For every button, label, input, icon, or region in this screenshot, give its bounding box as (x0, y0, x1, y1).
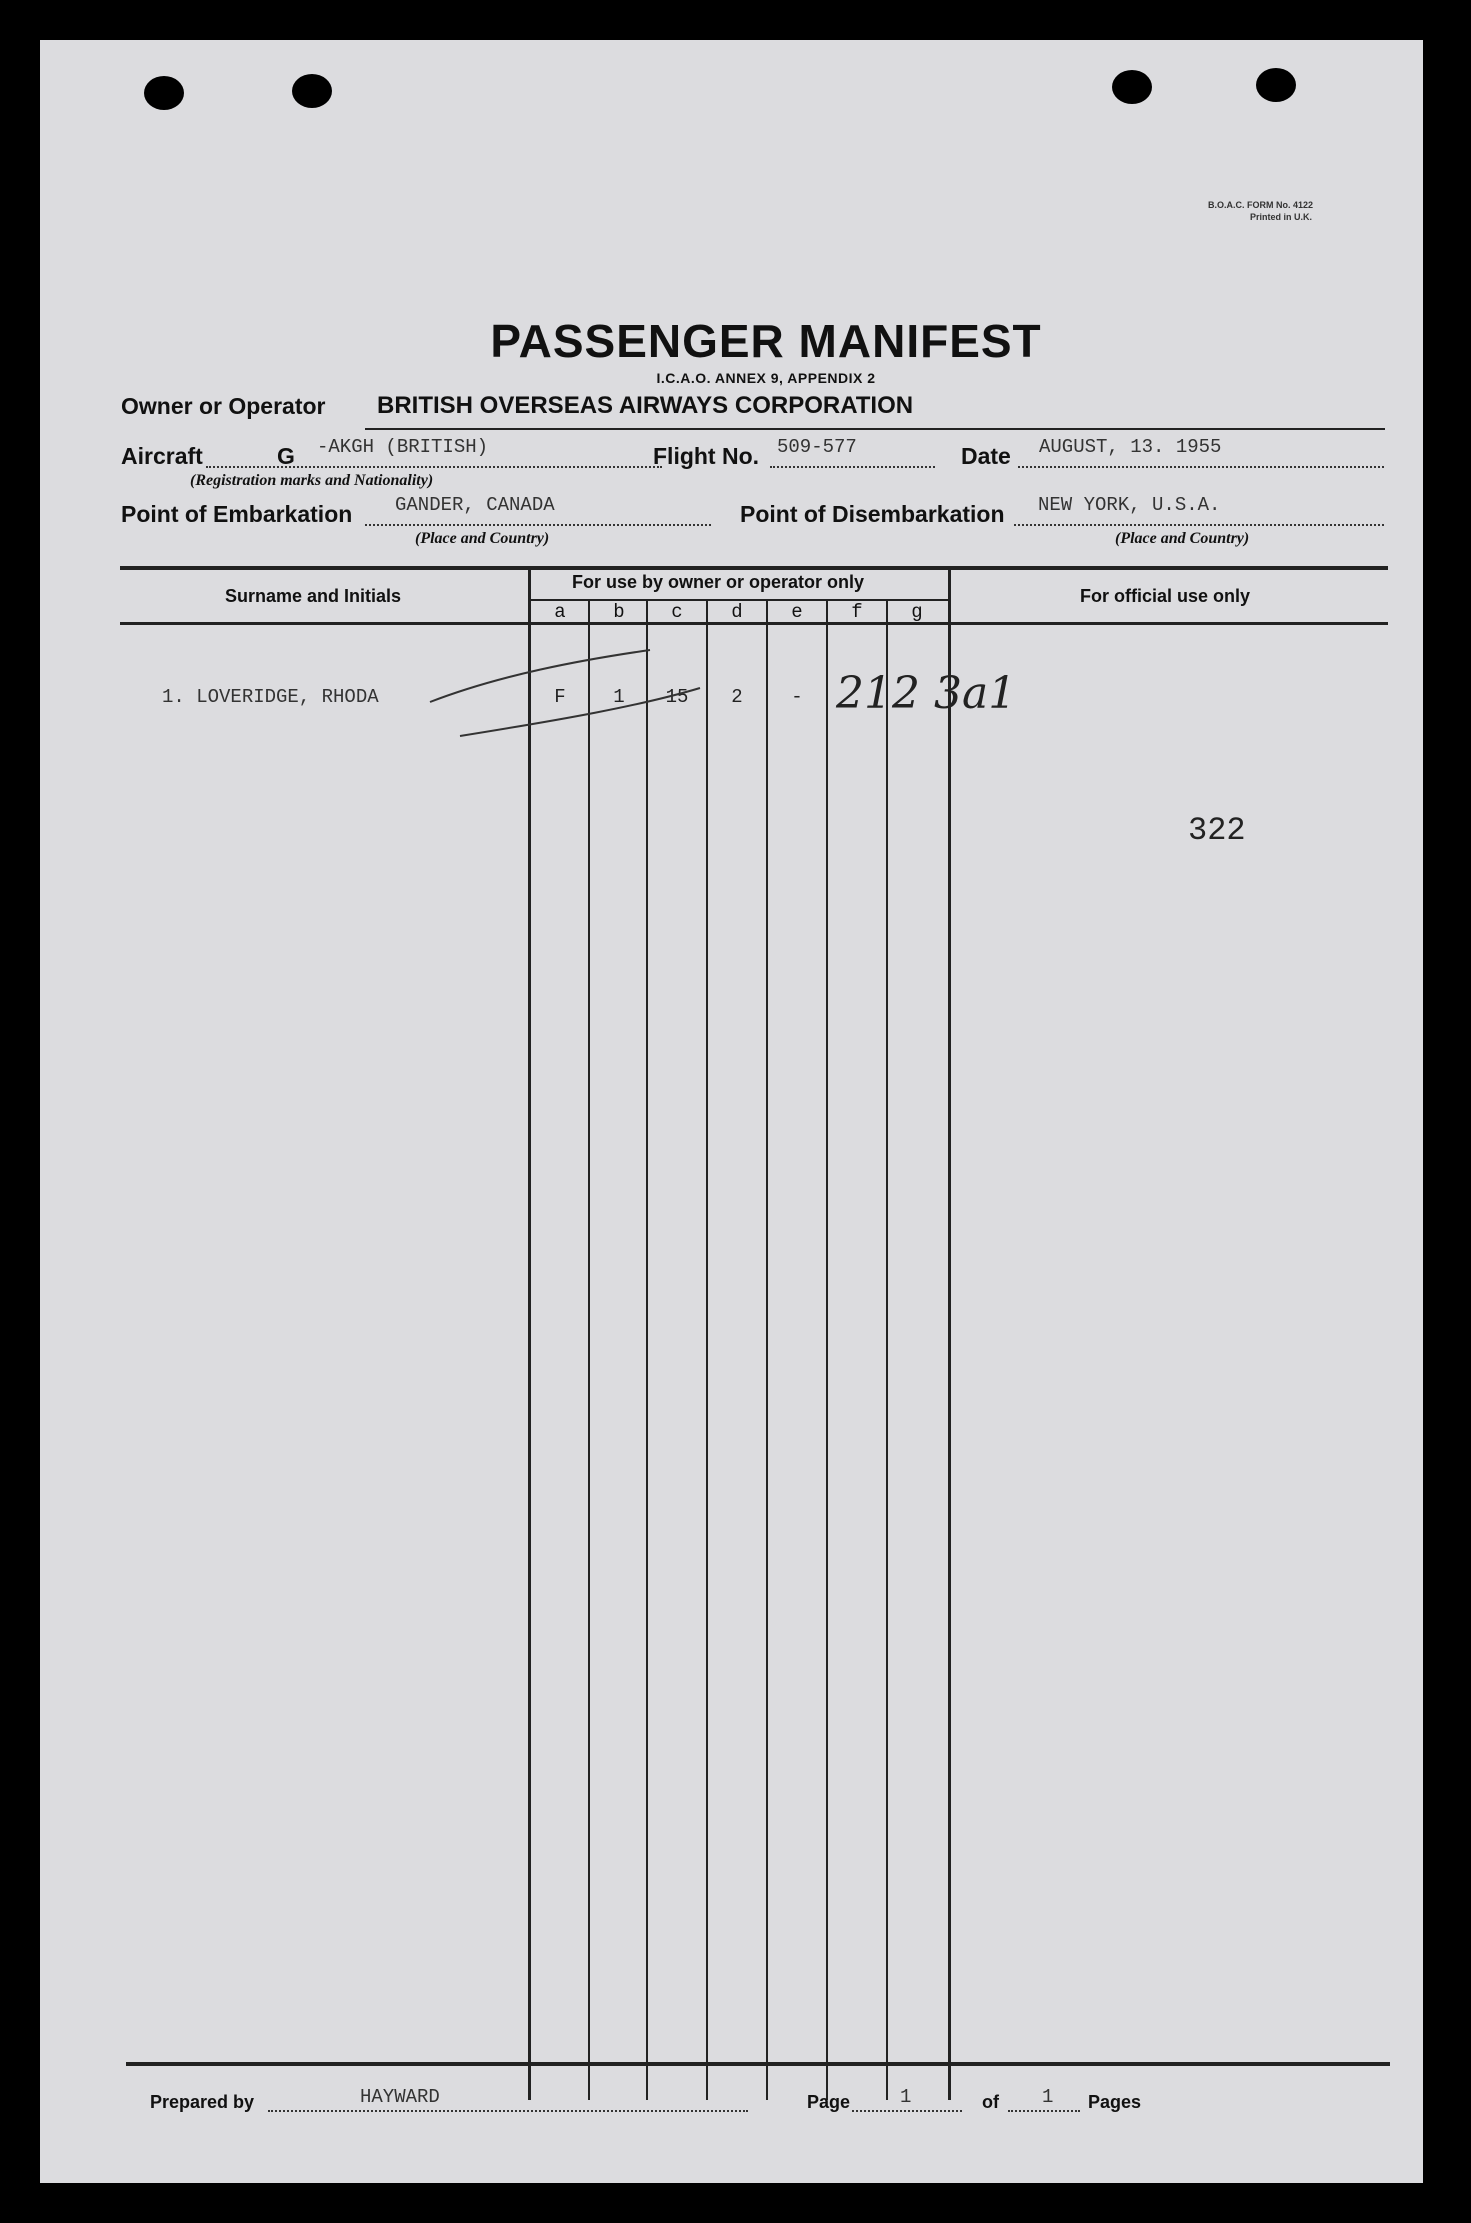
punch-hole (292, 74, 332, 108)
divider (365, 428, 1385, 430)
column-rule (886, 600, 888, 2100)
column-rule (528, 570, 531, 2100)
cell-a: F (554, 686, 566, 708)
date-line (1018, 466, 1384, 468)
manifest-paper (40, 40, 1423, 2183)
passenger-name: 1. LOVERIDGE, RHODA (162, 686, 379, 708)
column-header-c: c (671, 601, 683, 623)
column-header-a: a (554, 601, 566, 623)
page-label: Page (807, 2092, 851, 2112)
embarkation-caption: (Place and Country) (415, 530, 550, 547)
column-rule (766, 600, 768, 2100)
surname-header: Surname and Initials (225, 586, 402, 606)
flight-label: Flight No. (653, 443, 760, 469)
column-header-f: f (851, 601, 863, 623)
prepared-line (268, 2110, 748, 2112)
disembarkation-label: Point of Disembarkation (740, 501, 1005, 527)
column-header-g: g (911, 601, 923, 623)
pen-strokes (400, 620, 720, 740)
embarkation-value: GANDER, CANADA (395, 494, 555, 516)
flight-value: 509-577 (777, 436, 857, 458)
date-value: AUGUST, 13. 1955 (1039, 436, 1222, 458)
punch-hole (1112, 70, 1152, 104)
punch-hole (144, 76, 184, 110)
date-label: Date (961, 443, 1011, 469)
cell-b: 1 (613, 686, 625, 708)
disembarkation-value: NEW YORK, U.S.A. (1038, 494, 1221, 516)
aircraft-line (206, 466, 662, 468)
column-rule (706, 600, 708, 2100)
cell-d: 2 (731, 686, 743, 708)
page-line (852, 2110, 962, 2112)
column-header-b: b (613, 601, 625, 623)
handwritten-code: 212 3a1 (836, 668, 1017, 719)
footer-rule (126, 2062, 1390, 2066)
cell-e: - (791, 686, 803, 708)
total-pages-value: 1 (1042, 2086, 1054, 2108)
column-header-d: d (731, 601, 743, 623)
column-header-e: e (791, 601, 803, 623)
page-subtitle: I.C.A.O. ANNEX 9, APPENDIX 2 (656, 370, 876, 386)
disembarkation-caption: (Place and Country) (1115, 530, 1250, 547)
embarkation-label: Point of Embarkation (121, 501, 353, 527)
aircraft-label: Aircraft (121, 443, 203, 469)
cell-c: 15 (665, 686, 689, 708)
owner-label: Owner or Operator (121, 393, 326, 419)
owner-value: BRITISH OVERSEAS AIRWAYS CORPORATION (377, 392, 914, 419)
form-printed: Printed in U.K. (1250, 212, 1313, 222)
column-rule (588, 600, 590, 2100)
aircraft-caption: (Registration marks and Nationality) (190, 472, 434, 489)
column-rule (646, 600, 648, 2100)
pages-label: Pages (1088, 2092, 1142, 2112)
owner-use-header: For use by owner or operator only (572, 572, 865, 592)
aircraft-value: -AKGH (BRITISH) (317, 436, 489, 458)
column-rule (948, 570, 951, 2100)
page-title: PASSENGER MANIFEST (490, 315, 1042, 367)
disembarkation-line (1014, 524, 1384, 526)
prepared-value: HAYWARD (360, 2086, 440, 2108)
punch-hole (1256, 68, 1296, 102)
form-code: B.O.A.C. FORM No. 4122 (1208, 200, 1314, 210)
column-rule (826, 600, 828, 2100)
flight-line (770, 466, 935, 468)
of-label: of (982, 2092, 999, 2112)
prepared-label: Prepared by (150, 2092, 255, 2112)
official-number: 322 (1188, 812, 1246, 849)
embarkation-line (365, 524, 711, 526)
table-top-rule (120, 566, 1388, 570)
official-use-header: For official use only (1080, 586, 1251, 606)
page-value: 1 (900, 2086, 912, 2108)
aircraft-prefix: G (277, 443, 295, 469)
total-line (1008, 2110, 1080, 2112)
